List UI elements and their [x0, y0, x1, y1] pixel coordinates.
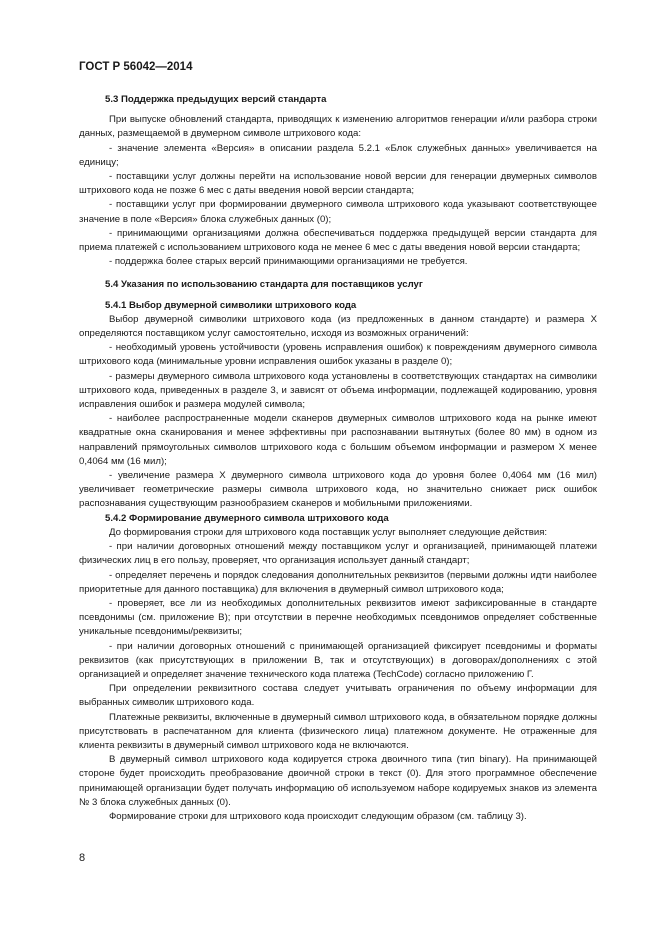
document-header: ГОСТ Р 56042—2014	[79, 61, 193, 73]
list-item: - поставщики услуг при формировании двумерного символа штрихового кода указывают соответствующее значение в поле «Версия» блока служебных данных (0);	[79, 199, 597, 225]
page-number: 8	[79, 852, 86, 864]
section-heading-5-4: 5.4 Указания по использованию стандарта для поставщиков услуг	[105, 279, 423, 291]
list-item: - проверяет, все ли из необходимых дополнительных реквизитов имеют зафиксированные в стандарте псевдонимы (см. приложение В); при отсутствии в перечне необходимых псевдонимов определяет собственные уникальные псевдонимы/реквизиты;	[79, 597, 597, 638]
section-heading-5-4-2: 5.4.2 Формирование двумерного символа штрихового кода	[105, 512, 389, 524]
list-item: - увеличение размера Х двумерного символа штрихового кода до уровня более 0,4064 мм (16 мил) увеличивает геометрические размеры символа штрихового кода, но значительно снижает риск ошибок распознавания существующим разнообразием сканеров и мобильными приложениями.	[79, 470, 597, 510]
list-item: - принимающими организациями должна обеспечиваться поддержка предыдущей версии стандарта для приема платежей с использованием штрихового кода не менее 6 мес с даты введения новой версии стандарта;	[79, 227, 597, 254]
spacer	[79, 269, 597, 275]
paragraph: При выпуске обновлений стандарта, приводящих к изменению алгоритмов генерации и/или разбора строки данных, размещаемой в двумерном символе штрихового кода:	[79, 114, 597, 140]
section-heading-5-3: 5.3 Поддержка предыдущих версий стандарта	[105, 94, 327, 105]
list-item: - наиболее распространенные модели сканеров двумерных символов штрихового кода на рынке имеют квадратные окна сканирования и менее эффективны при распознавании вытянутых (более 80 мм) в одном из направлений прямоугольных символов штрихового кода с большим объемом информации и размером Х менее 0,4064 мм (16 мил);	[79, 413, 597, 467]
paragraph: До формирования строки для штрихового кода поставщик услуг выполняет следующие действия:	[109, 526, 548, 538]
list-item: - необходимый уровень устойчивости (уровень исправления ошибок) к повреждениям двумерного символа штрихового кода (минимальные уровни исправления ошибок указаны в разделе 0);	[79, 342, 597, 368]
document-body	[79, 90, 597, 824]
list-item: - определяет перечень и порядок следования дополнительных реквизитов (первыми должны идти наиболее приоритетные для данного поставщика) для включения в двумерный символ штрихового кода;	[79, 569, 597, 595]
paragraph: Формирование строки для штрихового кода происходит следующим образом (см. таблицу 3).	[109, 810, 527, 822]
list-item: - поддержка более старых версий принимающими организациями не требуется.	[109, 256, 468, 268]
list-item: - значение элемента «Версия» в описании раздела 5.2.1 «Блок служебных данных» увеличивается на единицу;	[79, 142, 597, 168]
list-item: - при наличии договорных отношений между поставщиком услуг и организацией, принимающей платежи физических лиц в его пользу, проверяет, что организация использует данный стандарт;	[79, 541, 597, 567]
paragraph: Платежные реквизиты, включенные в двумерный символ штрихового кода, в обязательном порядке должны присутствовать в распечатанном для клиента (физического лица) платежном документе. Не отраженные для клиента реквизиты в двумерный символ штрихового кода не включаются.	[79, 711, 597, 751]
list-item: - размеры двумерного символа штрихового кода установлены в соответствующих стандартах на символики штрихового кода, приведенных в разделе 3, и зависят от объема информации, подлежащей кодированию, уровня исправления ошибок и размера модулей символа;	[79, 370, 597, 411]
list-item: - поставщики услуг должны перейти на использование новой версии для генерации двумерных символов штрихового кода не позже 6 мес с даты введения новой версии стандарта;	[79, 171, 597, 197]
section-heading-5-4-1: 5.4.1 Выбор двумерной символики штрихового кода	[105, 299, 357, 311]
paragraph: Выбор двумерной символики штрихового кода (из предложенных в данном стандарте) и размера Х определяются поставщиком услуг самостоятельно, исходя из возможных ограничений:	[79, 313, 597, 340]
paragraph: В двумерный символ штрихового кода кодируется строка двоичного типа (тип binary). На принимающей стороне будет происходить преобразование двоичной строки в текст (0). Для этого программное обеспечение принимающей организации будет получать информацию об используемом наборе кодируемых знаков из элемента № 3 блока служебных данных (0).	[79, 754, 597, 808]
paragraph: При определении реквизитного состава следует учитывать ограничения по объему информации для выбранных символик штрихового кода.	[79, 683, 597, 709]
list-item: - при наличии договорных отношений с принимающей организацией фиксирует псевдонимы и форматы реквизитов (как присутствующих в приложении В, так и отсутствующих) в договорах/дополнениях с этой организацией и определяет значение технического кода платежа (TechCode) согласно приложению Г.	[79, 640, 597, 680]
